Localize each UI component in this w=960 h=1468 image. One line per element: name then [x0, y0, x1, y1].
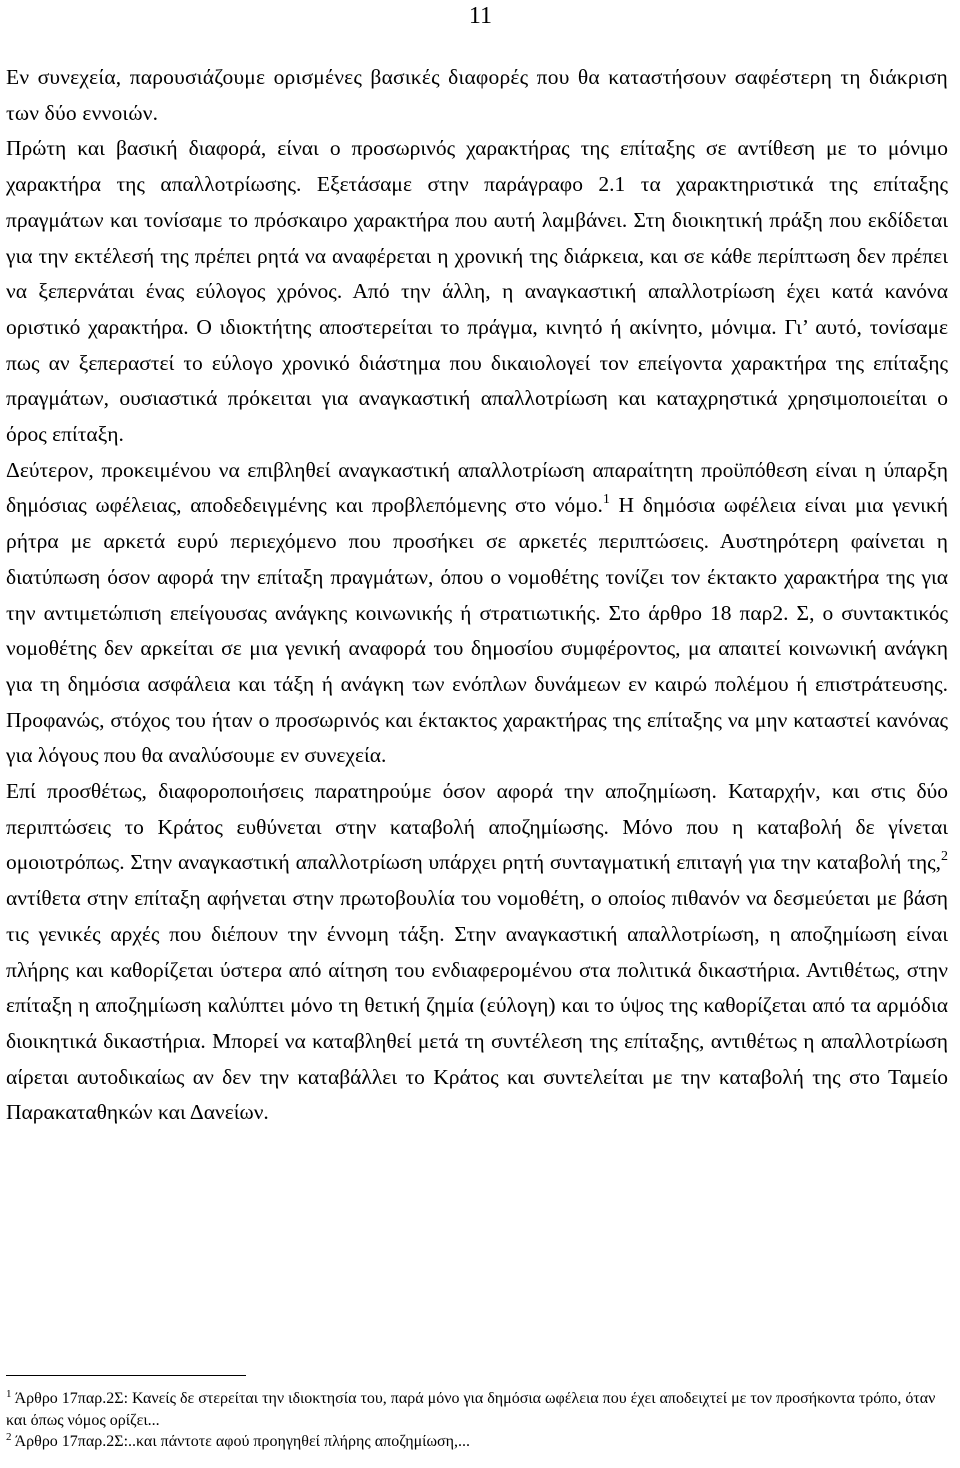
page-number: 11 — [468, 3, 492, 29]
footnote-marker: 2 — [6, 1431, 12, 1443]
paragraph-intro: Εν συνεχεία, παρουσιάζουμε ορισμένες βασικές διαφορές που θα καταστήσουν σαφέστερη τη διάκριση των δύο εννοιών. — [6, 65, 948, 125]
footnote-text: Άρθρο 17παρ.2Σ: Κανείς δε στερείται την ιδιοκτησία του, παρά μόνο για δημόσια ωφέλεια που έχει αποδειχτεί με τον προσήκοντα τρόπο, όταν και όπως νόμος ορίζει... — [6, 1390, 936, 1429]
footnote-reference[interactable]: 2 — [941, 849, 948, 865]
paragraph-text: αντίθετα στην επίταξη αφήνεται στην πρωτοβουλία του νομοθέτη, ο οποίος πιθανόν να δεσμεύεται με βάση τις γενικές αρχές που διέπουν την έννομη τάξη. Στην αναγκαστική απαλλοτρίωση, η αποζημίωση είναι πλήρης και καθορίζεται ύστερα από αίτηση του ενδιαφερομένου στα πολιτικά δικαστήρια. Αντιθέτως, στην επίταξη η αποζημίωση καλύπτει μόνο τη θετική ζημία (εύλογη) και το ύψος της καθορίζεται από τα αρμόδια διοικητικά δικαστήρια. Μπορεί να καταβληθεί μετά τη συντέλεση της επίταξης, αντιθέτως η απαλλοτρίωση αίρεται αυτοδικαίως αν δεν την καταβάλλει το Κράτος και συντελείται με την καταβολή της στο Ταμείο Παρακαταθηκών και Δανείων. — [6, 886, 948, 1125]
paragraph-first-difference: Πρώτη και βασική διαφορά, είναι ο προσωρινός χαρακτήρας της επίταξης σε αντίθεση με το μόνιμο χαρακτήρα της απαλλοτρίωσης. Εξετάσαμε στην παράγραφο 2.1 τα χαρακτηριστικά της επίταξης πραγμάτων και τονίσαμε το πρόσκαιρο χαρακτήρα που αυτή λαμβάνει. Στη διοικητική πράξη που εκδίδεται για την εκτέλεσή της πρέπει ρητά να αναφέρεται η χρονική της διάρκεια, και σε κάθε περίπτωση δεν πρέπει να ξεπερνάται ένας εύλογος χρόνος. Από την άλλη, η αναγκαστική απαλλοτρίωση έχει κατά κανόνα οριστικό χαρακτήρα. Ο ιδιοκτήτης αποστερείται το πράγμα, κινητό ή ακίνητο, μόνιμα. Γι’ αυτό, τονίσαμε πως αν ξεπεραστεί το εύλογο χρονικό διάστημα που δικαιολογεί τον επείγοντα χαρακτήρα της επίταξης πραγμάτων, ουσιαστικά πρόκειται για αναγκαστική απαλλοτρίωση και καταχρηστικά χρησιμοποιείται ο όρος επίταξη. — [6, 136, 948, 447]
footnote-marker: 1 — [6, 1388, 12, 1400]
paragraph-text: Η δημόσια ωφέλεια είναι μια γενική ρήτρα με αρκετά ευρύ περιεχόμενο που προσήκει σε αρκετές περιπτώσεις. Αυστηρότερη φαίνεται η διατύπωση όσον αφορά την επίταξη πραγμάτων, όπου ο νομοθέτης τονίζει τον έκτακτο χαρακτήρα της για την αντιμετώπιση επείγουσας ανάγκης κοινωνικής ή στρατιωτικής. Στο άρθρο 18 παρ2. Σ, ο συντακτικός νομοθέτης δεν αρκείται σε μια γενική αναφορά του δημοσίου συμφέροντος, μα απαιτεί κοινωνική ανάγκη για τη δημόσια ασφάλεια και τάξη ή ανάγκη των ενόπλων δυνάμεων εν καιρώ πολέμου ή επιστράτευσης. Προφανώς, στόχος του ήταν ο προσωρινός και έκτακτος χαρακτήρας της επίταξης να μην καταστεί κανόνας για λόγους που θα αναλύσουμε εν συνεχεία. — [6, 493, 949, 768]
paragraph-second-difference — [6, 453, 948, 774]
footnote-1 — [6, 1388, 948, 1431]
footnote-2 — [6, 1431, 948, 1453]
paragraph-text: Επί προσθέτως, διαφοροποιήσεις παρατηρούμε όσον αφορά την αποζημίωση. Καταρχήν, και στις δύο περιπτώσεις το Κράτος ευθύνεται στην καταβολή αποζημίωσης. Μόνο που η καταβολή δε γίνεται ομοιοτρόπως. Στην αναγκαστική απαλλοτρίωση υπάρχει ρητή συνταγματική επιταγή για την καταβολή της, — [6, 779, 948, 875]
body-text — [6, 60, 948, 1131]
footnote-text: Άρθρο 17παρ.2Σ:..και πάντοτε αφού προηγηθεί πλήρης αποζημίωση,... — [11, 1433, 470, 1450]
footnotes — [6, 1375, 948, 1453]
paragraph-compensation — [6, 774, 948, 1131]
footnote-divider — [6, 1375, 246, 1376]
paragraph-text: Δεύτερον, προκειμένου να επιβληθεί αναγκαστική απαλλοτρίωση απαραίτητη προϋπόθεση είναι η ύπαρξη δημόσιας ωφέλειας, αποδεδειγμένης και προβλεπόμενης στο νόμο. — [6, 457, 948, 518]
footnote-reference[interactable]: 1 — [602, 492, 610, 508]
